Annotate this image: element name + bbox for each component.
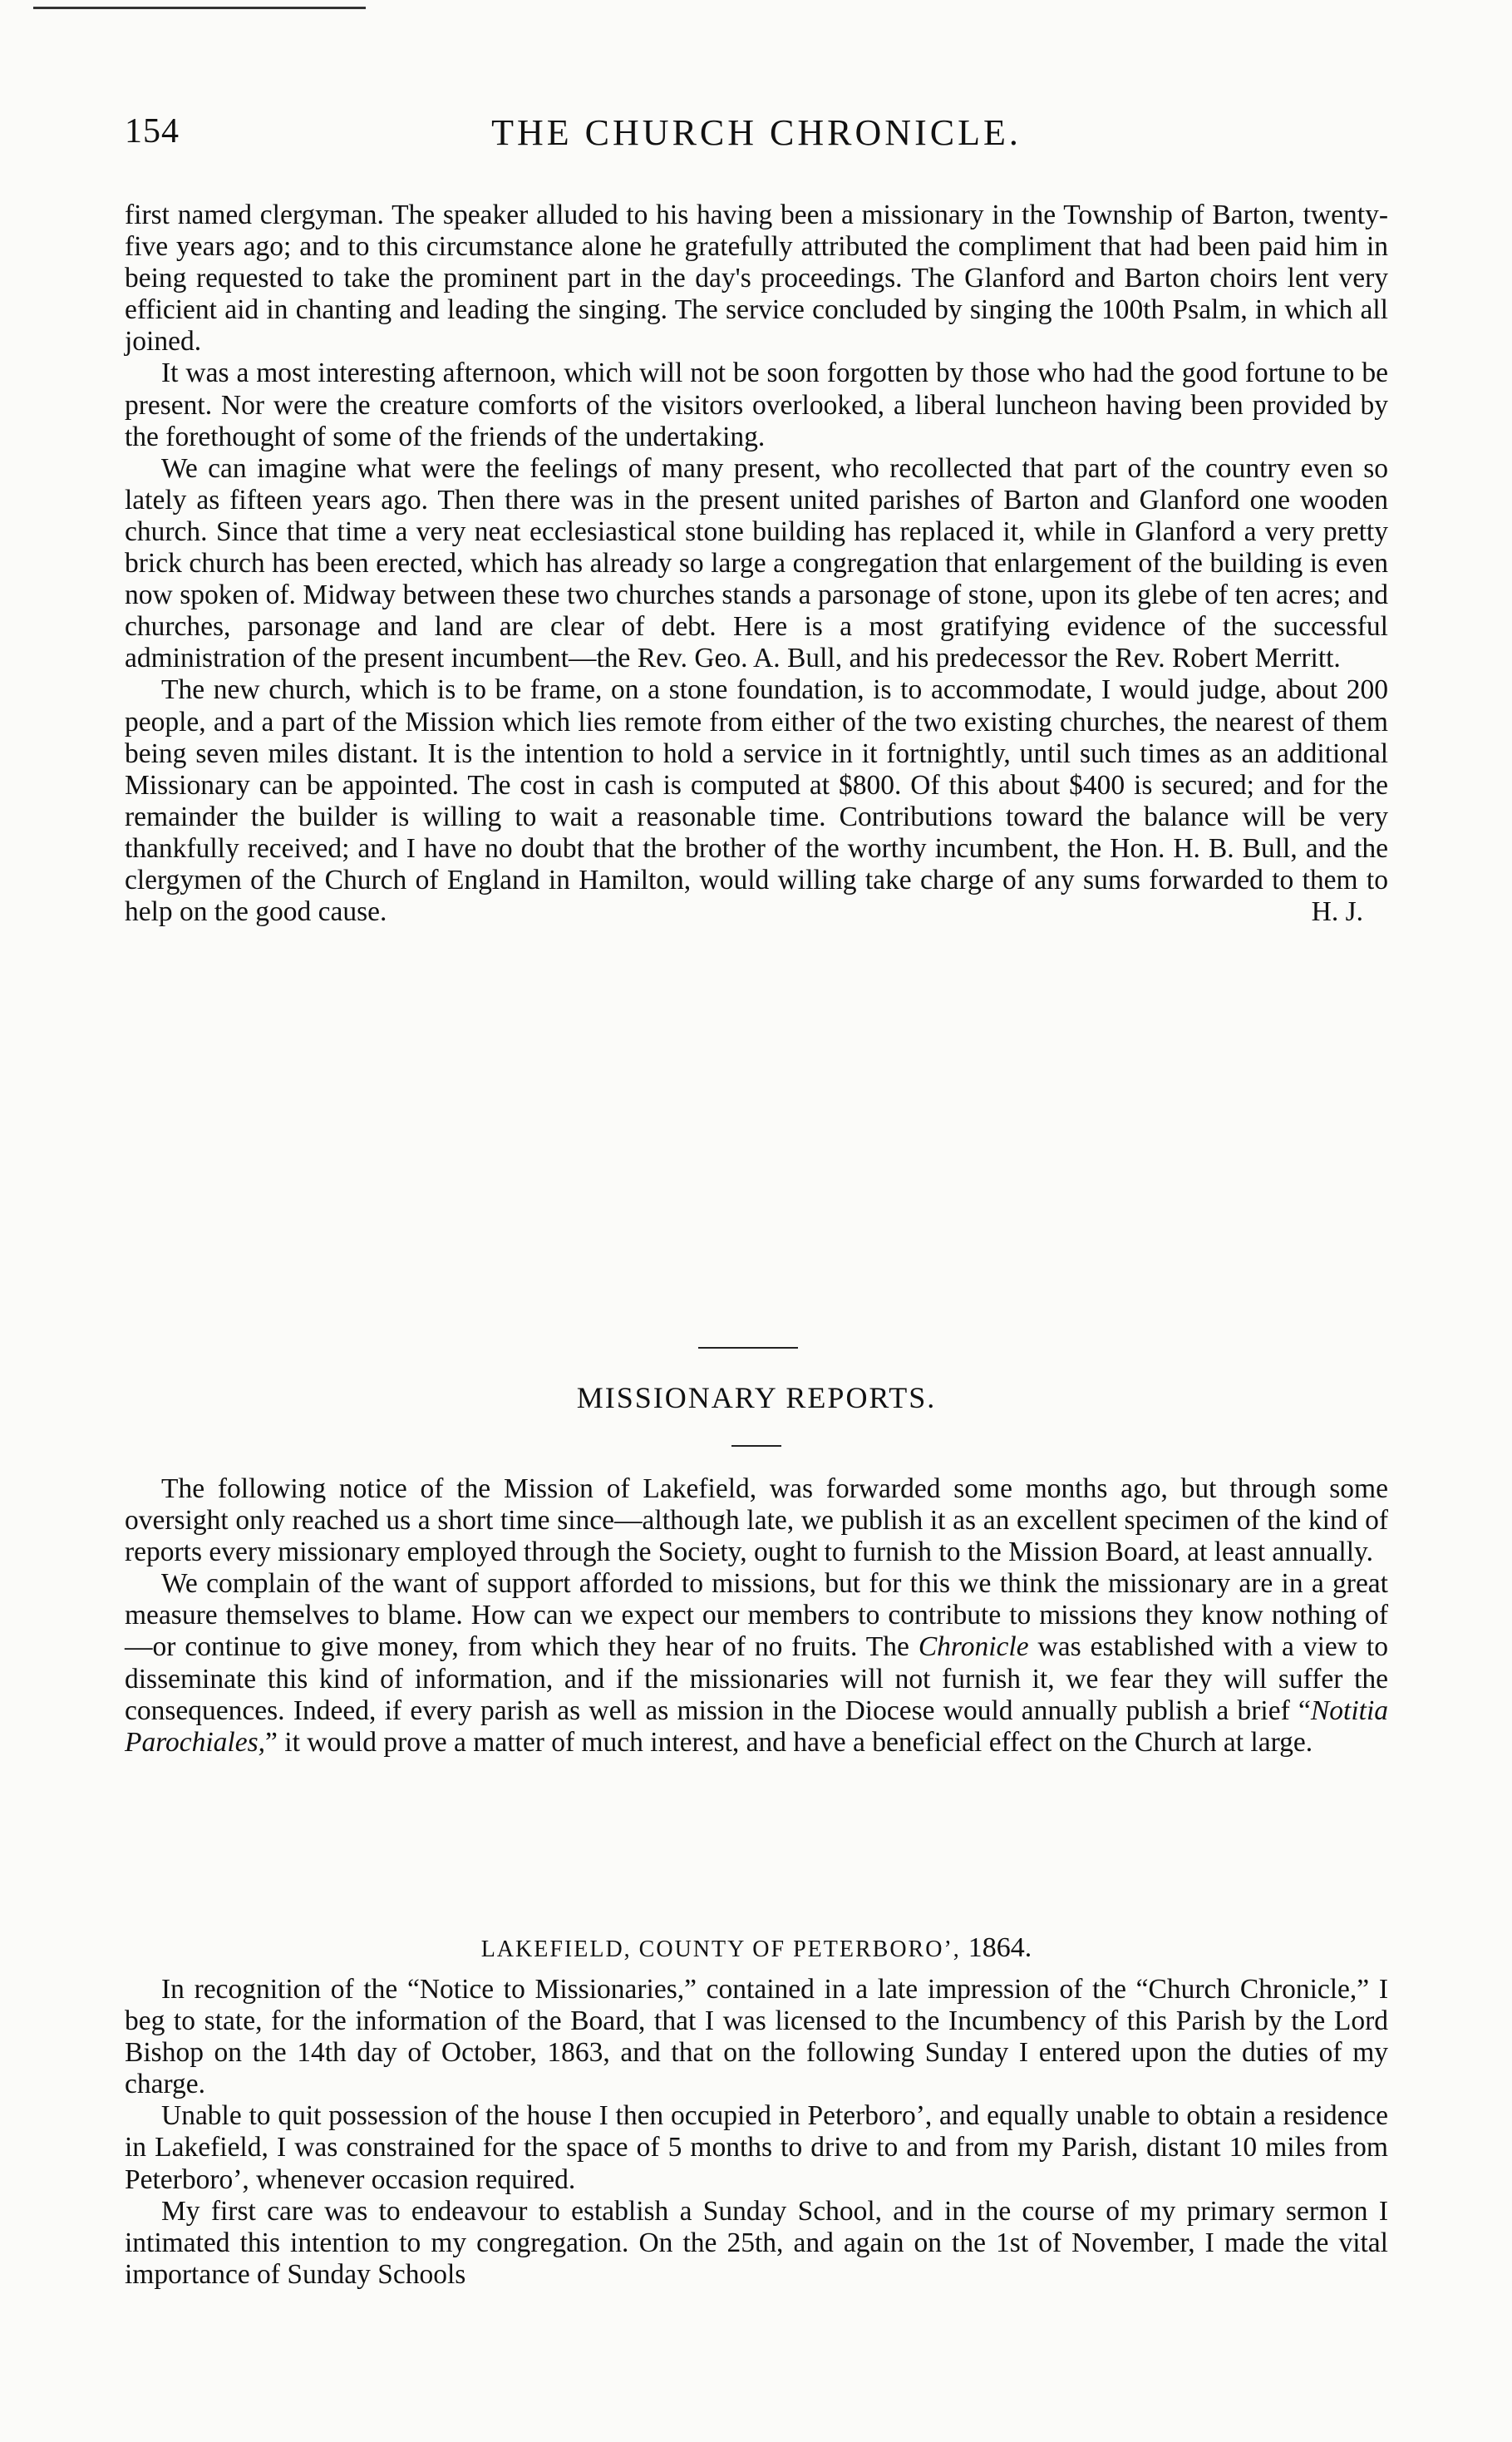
italic-notitia: Notitia Parochiales,: [125, 1695, 1388, 1758]
page-header: [125, 111, 1388, 161]
intro-paragraph: The following notice of the Mission of Lakefield, was forwarded some months ago, but through some oversight only reached us a short time since—although late, we publish it as an excellent specimen of the kind of reports every missionary employed through the Society, ought to furnish to the Mission Board, at least annually.: [125, 1473, 1388, 1568]
italic-chronicle: Chronicle: [918, 1631, 1029, 1663]
article-paragraph: first named clergyman. The speaker alluded to his having been a missionary in the Township of Barton, twenty-five years ago; and to this circumstance alone he gratefully attributed the compliment that had been paid him in being requested to take the prominent part in the day's proceedings. The Glanford and Barton choirs lent very efficient aid in chanting and leading the singing. The service concluded by singing the 100th Psalm, in which all joined.: [125, 200, 1388, 358]
report-paragraph: My first care was to endeavour to establish a Sunday School, and in the course of my primary sermon I intimated this intention to my congregation. On the 25th, and again on the 1st of November, I made the vital importance of Sunday Schools: [125, 2195, 1388, 2290]
article-continuation: [125, 200, 1388, 928]
lakefield-report: [125, 1974, 1388, 2291]
section-divider: [698, 1347, 798, 1349]
page-number: 154: [125, 112, 180, 150]
report-paragraph: Unable to quit possession of the house I then occupied in Peterboro’, and equally unable to obtain a residence in Lakefield, I was constrained for the space of 5 months to drive to and from my Parish, distant 10 miles from Peterboro’, whenever occasion required.: [125, 2100, 1388, 2195]
section-heading: MISSIONARY REPORTS.: [576, 1381, 937, 1414]
article-paragraph: It was a most interesting afternoon, which will not be soon forgotten by those who had the good fortune to be present. Nor were the creature comforts of the visitors overlooked, a liberal luncheon having been provided by the forethought of some of the friends of the undertaking.: [125, 358, 1388, 452]
top-rule: [33, 7, 366, 9]
intro-paragraph: We complain of the want of support afforded to missions, but for this we think the missionary are in a great measure themselves to blame. How can we expect our members to contribute to missions they know nothing of—or continue to give money, from which they hear of no fruits. The Chronicle was established with a view to disseminate this kind of information, and if the missionaries will not furnish it, we fear they will suffer the consequences. Indeed, if every parish as well as mission in the Diocese would annually publish a brief “Notitia Parochiales,” it would prove a matter of much interest, and have a beneficial effect on the Church at large.: [125, 1568, 1388, 1758]
report-year: 1864.: [968, 1932, 1032, 1963]
signature: H. J.: [1311, 896, 1363, 928]
heading-divider: [731, 1445, 781, 1447]
report-paragraph: In recognition of the “Notice to Missionaries,” contained in a late impression of the “Church Chronicle,” I beg to state, for the information of the Board, that I was licensed to the Incumbency of this Parish by the Lord Bishop on the 14th day of October, 1863, and that on the following Sunday I entered upon the duties of my charge.: [125, 1974, 1388, 2100]
article-paragraph: We can imagine what were the feelings of many present, who recollected that part of the country even so lately as fifteen years ago. Then there was in the present united parishes of Barton and Glanford one wooden church. Since that time a very neat ecclesiastical stone building has replaced it, while in Glanford a very pretty brick church has been erected, which has already so large a congregation that enlargement of the building is even now spoken of. Midway between these two churches stands a parsonage of stone, upon its glebe of ten acres; and churches, parsonage and land are clear of debt. Here is a most gratifying evidence of the successful administration of the present incumbent—the Rev. Geo. A. Bull, and his predecessor the Rev. Robert Merritt.: [125, 452, 1388, 674]
place-heading: LAKEFIELD, COUNTY OF PETERBORO’, 1864.: [480, 1932, 1032, 1963]
running-title: THE CHURCH CHRONICLE.: [491, 112, 1022, 153]
missionary-reports-intro: [125, 1473, 1388, 1759]
article-paragraph: The new church, which is to be frame, on a stone foundation, is to accommodate, I would judge, about 200 people, and a part of the Mission which lies remote from either of the two existing churches, the nearest of them being seven miles distant. It is the intention to hold a service in it fortnightly, until such times as an additional Missionary can be appointed. The cost in cash is computed at $800. Of this about $400 is secured; and for the remainder the builder is willing to wait a reasonable time. Contributions toward the balance will be very thankfully received; and I have no doubt that the brother of the worthy incumbent, the Hon. H. B. Bull, and the clergymen of the Church of England in Hamilton, would willing take charge of any sums forwarded to them to help on the good cause.: [125, 674, 1388, 928]
